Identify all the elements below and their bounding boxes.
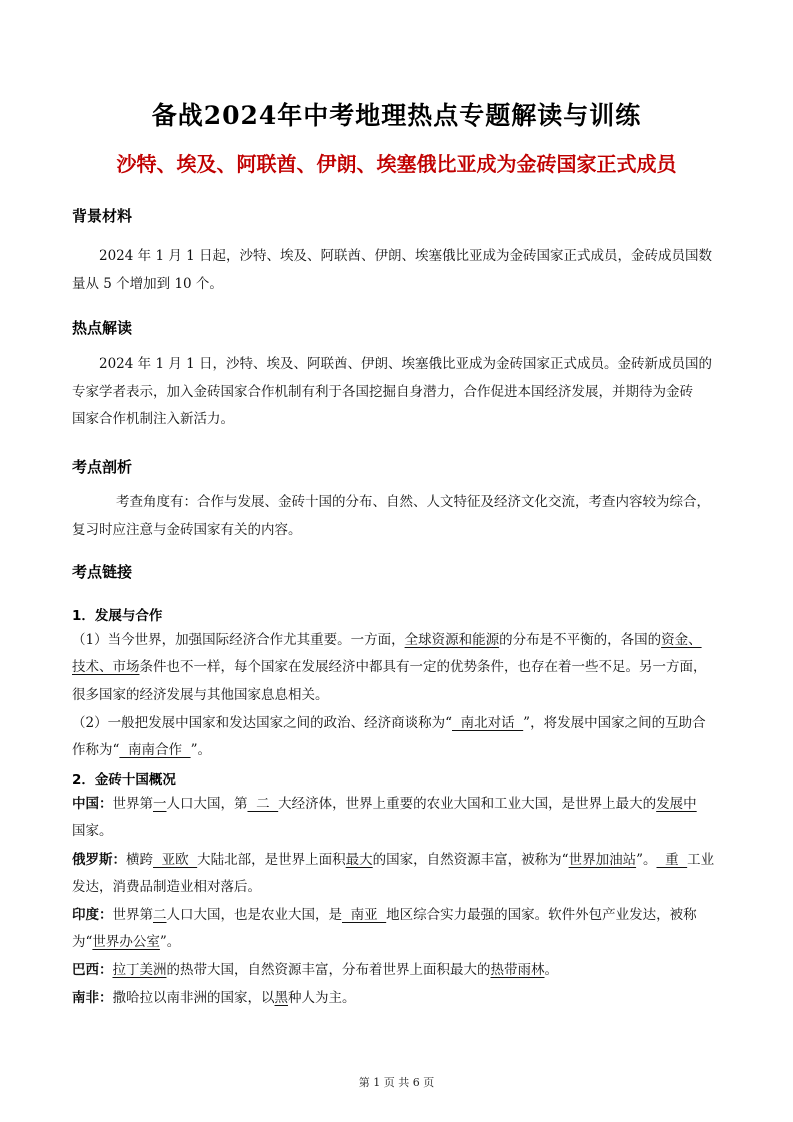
india-line-1: 印度：世界第二人口大国，也是农业大国，是 南亚 地区综合实力最强的国家。软件外包产业发达，被称 [72, 907, 697, 923]
blank-russia-gas-station: 世界加油站 [568, 852, 637, 868]
blank-russia-continent: 亚欧 [153, 852, 198, 868]
russia-label: 俄罗斯： [72, 852, 126, 868]
blank-india-office: 世界办公室 [92, 934, 160, 950]
page-footer: 第 1 页 共 6 页 [358, 1076, 435, 1089]
cooperation-line-5: 作称为“ 南南合作 ”。 [72, 742, 211, 758]
india-line-2: 为“世界办公室”。 [72, 934, 181, 950]
blank-india-region: 南亚 [342, 907, 387, 923]
analysis-line-1: 考查角度有：合作与发展、金砖十国的分布、自然、人文特征及经济文化交流，考查内容较为综合， [116, 494, 710, 510]
russia-line-2: 发达，消费品制造业相对落后。 [72, 879, 261, 895]
blank-north-south: 南北对话 [452, 715, 524, 731]
cooperation-line-3: 很多国家的经济发展与其他国家息息相关。 [72, 687, 329, 703]
blank-capital: 资金、 [661, 632, 702, 648]
hotspot-line-1: 2024 年 1 月 1 日，沙特、埃及、阿联酋、伊朗、埃塞俄比亚成为金砖国家正式成员。金砖新成员国的 [99, 356, 712, 372]
india-label: 印度： [72, 907, 113, 923]
blank-china-developing: 发展中 [656, 796, 697, 812]
blank-china-rank-econ: 二 [247, 796, 279, 812]
russia-line-1: 俄罗斯：横跨 亚欧 大陆北部，是世界上面积最大的国家，自然资源丰富，被称为“世界加油站”。 重 工业 [72, 852, 715, 868]
hotspot-line-2: 专家学者表示，加入金砖国家合作机制有利于各国挖掘自身潜力，合作促进本国经济发展，并期待为金砖 [72, 384, 693, 400]
blank-brazil-rainforest: 热带雨林 [490, 962, 545, 978]
china-label: 中国： [72, 796, 113, 812]
blank-global-resources: 全球资源和能源 [404, 632, 500, 648]
cooperation-line-4: （2）一般把发展中国家和发达国家之间的政治、经济商谈称为“ 南北对话 ”，将发展中国家之间的互助合 [72, 715, 706, 731]
blank-tech-market: 技术、市场 [72, 659, 140, 675]
background-line-2: 量从 5 个增加到 10 个。 [72, 276, 223, 292]
cooperation-line-2: 技术、市场条件也不一样，每个国家在发展经济中都具有一定的优势条件，也存在着一些不足。另一方面， [72, 659, 707, 675]
south-africa-label: 南非： [72, 990, 113, 1006]
hotspot-line-3: 国家合作机制注入新活力。 [72, 411, 234, 427]
south-africa-line: 南非：撒哈拉以南非洲的国家，以黑种人为主。 [72, 990, 356, 1006]
blank-south-south: 南南合作 [119, 742, 191, 758]
china-line-1: 中国：世界第一人口大国，第 二 大经济体，世界上重要的农业大国和工业大国，是世界上最大的发展中 [72, 796, 697, 812]
sub-heading-brics: 2．金砖十国概况 [72, 772, 176, 788]
page-subtitle: 沙特、埃及、阿联酋、伊朗、埃塞俄比亚成为金砖国家正式成员 [116, 152, 677, 176]
blank-russia-largest: 最大 [345, 852, 373, 868]
sub-heading-development: 1．发展与合作 [72, 608, 163, 624]
analysis-line-2: 复习时应注意与金砖国家有关的内容。 [72, 522, 302, 538]
blank-india-rank: 二 [153, 907, 167, 923]
brazil-label: 巴西： [72, 962, 113, 978]
analysis-heading: 考点剖析 [72, 458, 133, 476]
blank-china-rank-pop: 一 [153, 796, 167, 812]
page-title: 备战2024年中考地理热点专题解读与训练 [151, 101, 642, 130]
hotspot-heading: 热点解读 [72, 319, 133, 337]
links-heading: 考点链接 [72, 563, 133, 581]
background-line-1: 2024 年 1 月 1 日起，沙特、埃及、阿联酋、伊朗、埃塞俄比亚成为金砖国家正式成员，金砖成员国数 [99, 248, 712, 264]
china-line-2: 国家。 [72, 823, 113, 839]
blank-brazil-region: 拉丁美洲 [112, 962, 167, 978]
background-heading: 背景材料 [72, 207, 133, 225]
blank-south-africa-race: 黑 [274, 990, 288, 1006]
brazil-line: 巴西：拉丁美洲的热带大国，自然资源丰富，分布着世界上面积最大的热带雨林。 [72, 962, 558, 978]
cooperation-line-1: （1）当今世界，加强国际经济合作尤其重要。一方面，全球资源和能源的分布是不平衡的，各国的资金、 [72, 632, 702, 648]
blank-russia-heavy: 重 [656, 852, 688, 868]
